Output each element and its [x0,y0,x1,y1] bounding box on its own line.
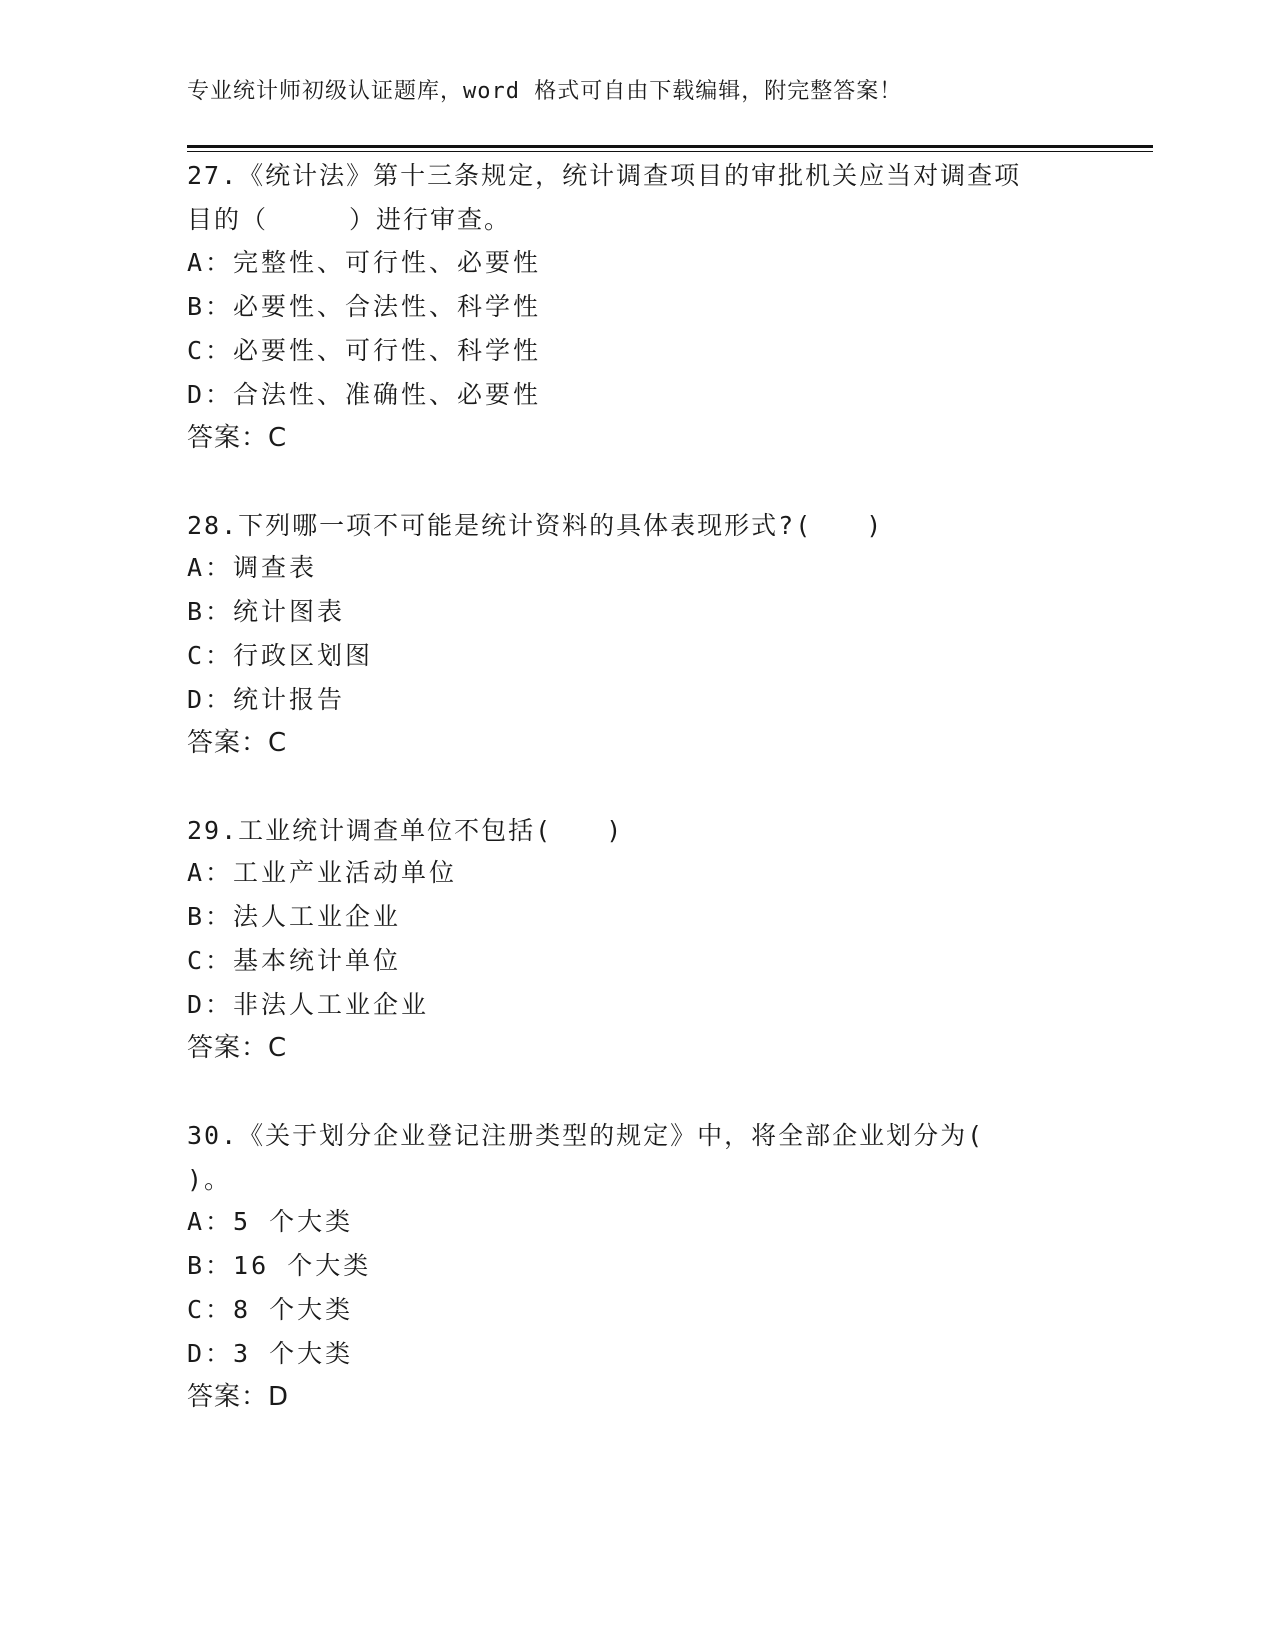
option-d: D：非法人工业企业 [187,990,430,1019]
header-rule-thick [187,145,1153,148]
question-text-line: 目的（ ）进行审查。 [187,205,512,234]
question-text-line: 29.工业统计调查单位不包括( ) [187,816,624,845]
question-text-line: )。 [187,1165,232,1194]
answer: 答案：C [187,423,288,453]
question-text-line: 30.《关于划分企业登记注册类型的规定》中，将全部企业划分为( [187,1121,985,1150]
option-a: A：调查表 [187,553,318,582]
answer: 答案：C [187,728,288,758]
answer: 答案：D [187,1382,290,1412]
option-c: C：8 个大类 [187,1295,354,1324]
header-rule-thin [187,151,1153,152]
option-a: A：工业产业活动单位 [187,858,458,887]
option-a: A：完整性、可行性、必要性 [187,248,542,277]
option-c: C：基本统计单位 [187,946,402,975]
option-b: B：法人工业企业 [187,902,402,931]
question-text-line: 27.《统计法》第十三条规定，统计调查项目的审批机关应当对调查项 [187,161,1022,190]
question-text-line: 28.下列哪一项不可能是统计资料的具体表现形式?( ) [187,511,884,540]
option-c: C：必要性、可行性、科学性 [187,336,542,365]
option-b: B：统计图表 [187,597,346,626]
option-d: D：统计报告 [187,685,346,714]
option-c: C：行政区划图 [187,641,374,670]
answer: 答案：C [187,1033,288,1063]
option-b: B：必要性、合法性、科学性 [187,292,542,321]
option-b: B：16 个大类 [187,1251,372,1280]
option-d: D：3 个大类 [187,1339,354,1368]
option-d: D：合法性、准确性、必要性 [187,380,542,409]
page-header: 专业统计师初级认证题库，word 格式可自由下载编辑，附完整答案！ [187,79,903,104]
option-a: A：5 个大类 [187,1207,354,1236]
